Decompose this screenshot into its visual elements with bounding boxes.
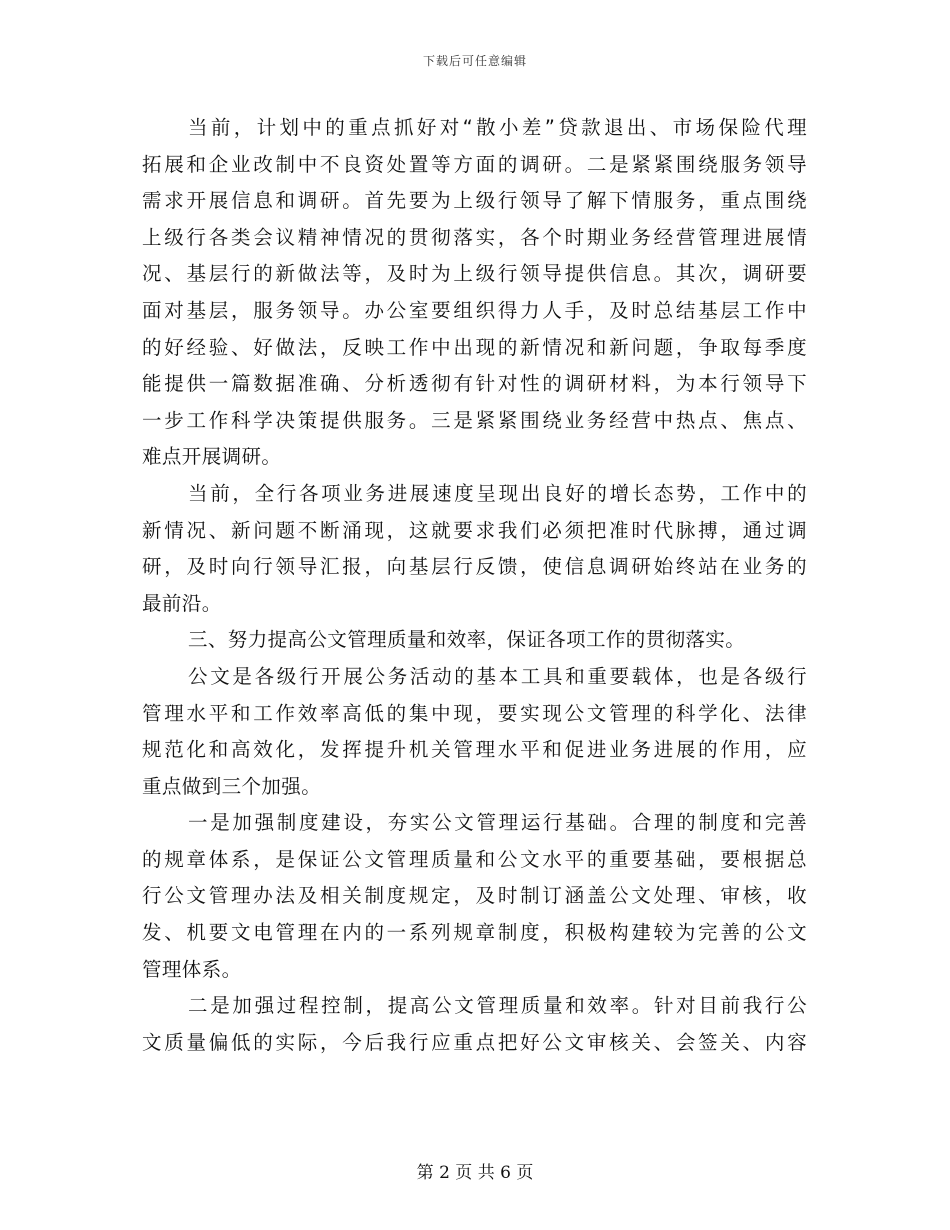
text-line: 难点开展调研。 [142, 445, 282, 469]
text-line: 管理体系。 [142, 957, 242, 981]
document-body [142, 110, 807, 1061]
text-line: 面对基层，服务领导。办公室要组织得力人手，及时总结基层工作中 [142, 298, 807, 322]
text-line: 况、基层行的新做法等，及时为上级行领导提供信息。其次，调研要 [142, 262, 807, 286]
text-line: 公文是各级行开展公务活动的基本工具和重要载体，也是各级行 [188, 664, 807, 688]
text-line: 重点做到三个加强。 [142, 774, 322, 798]
text-line: 一步工作科学决策提供服务。三是紧紧围绕业务经营中热点、焦点、 [142, 408, 807, 432]
page-header: 下载后可任意编辑 [422, 54, 527, 68]
section-heading: 三、努力提高公文管理质量和效率，保证各项工作的贯彻落实。 [188, 628, 746, 652]
text-line: 文质量偏低的实际，今后我行应重点把好公文审核关、会签关、内容 [142, 1030, 807, 1054]
text-line: 当前，计划中的重点抓好对“散小差”贷款退出、市场保险代理 [188, 116, 807, 139]
text-line: 拓展和企业改制中不良资处置等方面的调研。二是紧紧围绕服务领导 [142, 152, 807, 176]
text-line: 需求开展信息和调研。首先要为上级行领导了解下情服务，重点围绕 [142, 189, 807, 213]
text-line: 行公文管理办法及相关制度规定，及时制订涵盖公文处理、审核，收 [142, 884, 807, 908]
text-line: 管理水平和工作效率高低的集中现，要实现公文管理的科学化、法律 [142, 701, 807, 725]
text-line: 的规章体系，是保证公文管理质量和公文水平的重要基础，要根据总 [142, 847, 807, 871]
text-line: 研，及时向行领导汇报，向基层行反馈，使信息调研始终站在业务的 [142, 555, 807, 579]
text-line: 规范化和高效化，发挥提升机关管理水平和促进业务进展的作用，应 [142, 738, 807, 762]
text-line: 的好经验、好做法，反映工作中出现的新情况和新问题，争取每季度 [142, 335, 807, 359]
text-line: 当前，全行各项业务进展速度呈现出良好的增长态势，工作中的 [188, 481, 807, 505]
text-line: 能提供一篇数据准确、分析透彻有针对性的调研材料，为本行领导下 [142, 372, 807, 396]
page-number: 第 2 页 共 6 页 [416, 1163, 534, 1183]
text-line: 上级行各类会议精神情况的贯彻落实，各个时期业务经营管理进展情 [142, 225, 807, 249]
text-line: 二是加强过程控制，提高公文管理质量和效率。针对目前我行公 [188, 994, 807, 1018]
text-line: 一是加强制度建设，夯实公文管理运行基础。合理的制度和完善 [188, 811, 807, 835]
text-line: 发、机要文电管理在内的一系列规章制度，积极构建较为完善的公文 [142, 921, 807, 945]
text-line: 新情况、新问题不断涌现，这就要求我们必须把准时代脉搏，通过调 [142, 518, 807, 542]
text-line: 最前沿。 [142, 591, 222, 615]
